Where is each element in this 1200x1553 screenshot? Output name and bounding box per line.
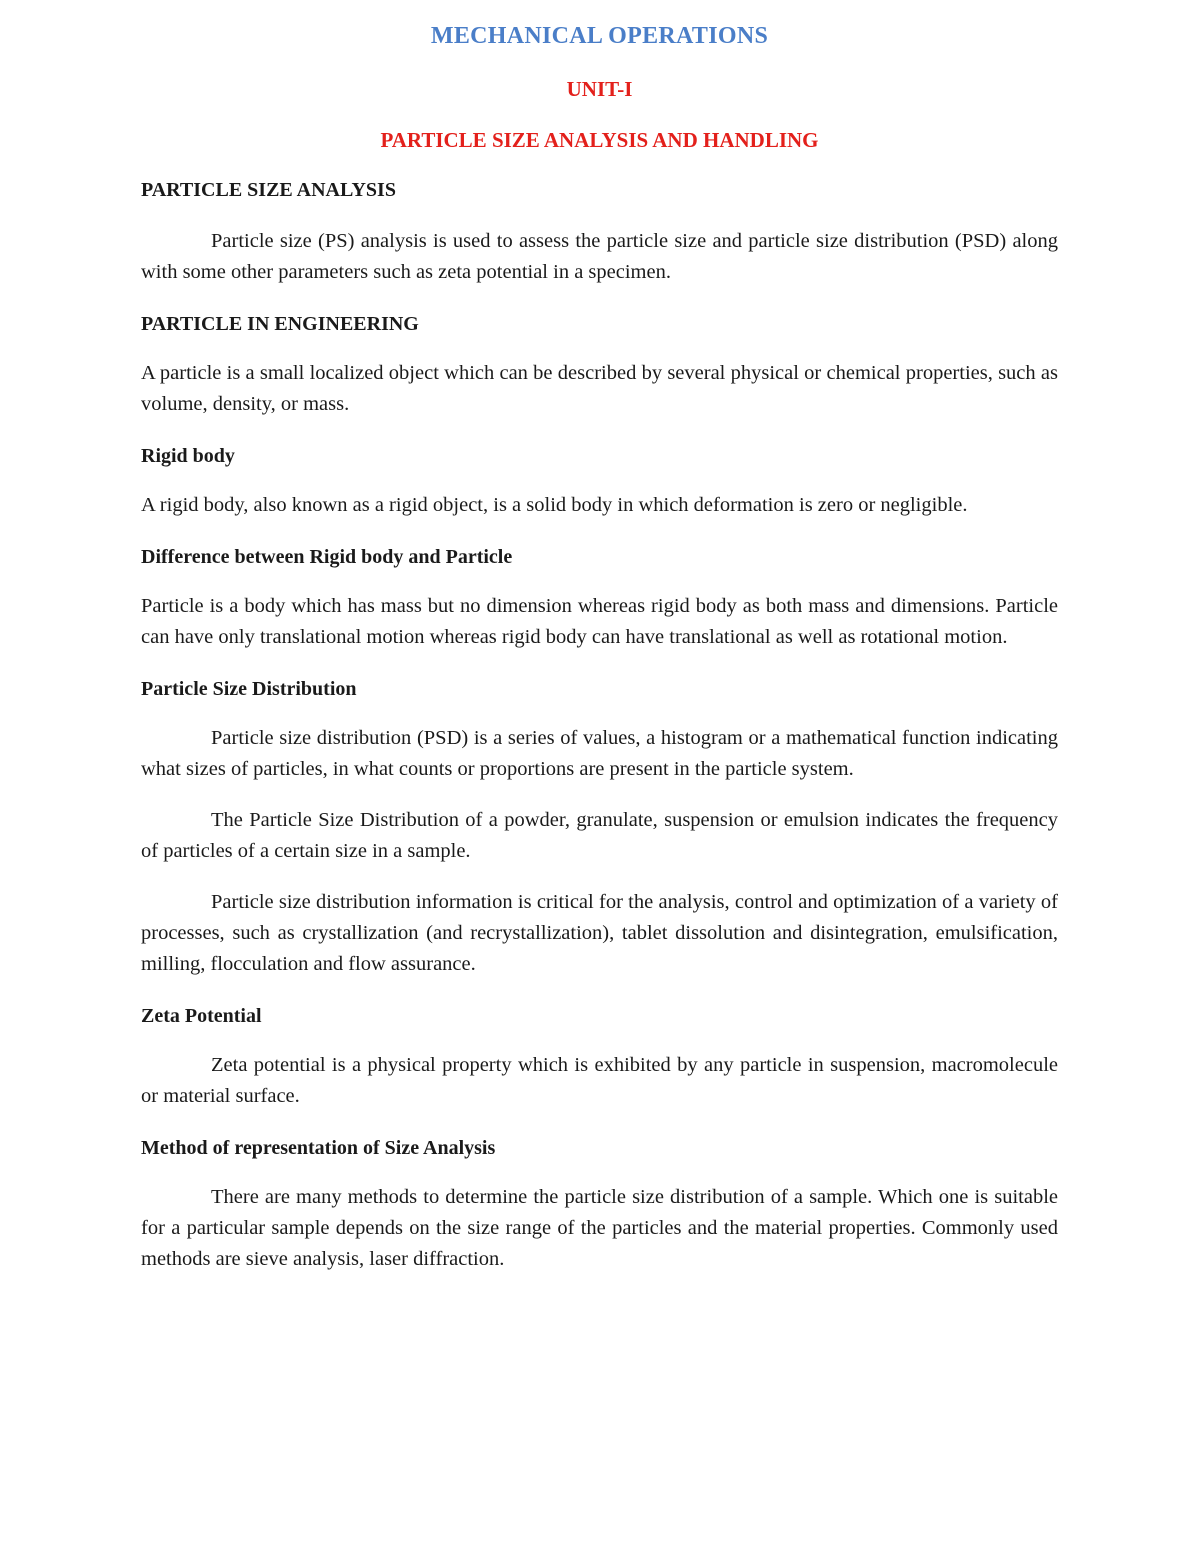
paragraph-rigid: A rigid body, also known as a rigid object, is a solid body in which deformation is zero or negligible. — [141, 494, 968, 516]
heading-psd: Particle Size Distribution — [141, 678, 357, 700]
document-title: MECHANICAL OPERATIONS — [430, 23, 769, 49]
paragraph-pie: A particle is a small localized object which can be described by several physical or chemical properties, such as volume, density, or mass. — [141, 362, 1058, 415]
paragraph-psd-3: Particle size distribution information is critical for the analysis, control and optimization of a variety of processes, such as crystallization (and recrystallization), tablet dissolution and disintegration, emulsification, milling, flocculation and flow assurance. — [141, 891, 1058, 975]
paragraph-zeta: Zeta potential is a physical property which is exhibited by any particle in suspension, macromolecule or material surface. — [141, 1054, 1058, 1107]
heading-method: Method of representation of Size Analysis — [141, 1137, 496, 1159]
paragraph-method: There are many methods to determine the particle size distribution of a sample. Which one is suitable for a particular sample depends on the size range of the particles and the material properties. Commonly used methods are sieve analysis, laser diffraction. — [141, 1186, 1058, 1270]
paragraph-difference: Particle is a body which has mass but no dimension whereas rigid body as both mass and dimensions. Particle can have only translational motion whereas rigid body can have translational as well as rotational motion. — [141, 595, 1058, 648]
document-page — [141, 20, 1058, 1275]
heading-particle-in-engineering: PARTICLE IN ENGINEERING — [141, 313, 419, 335]
paragraph-psd-1: Particle size distribution (PSD) is a series of values, a histogram or a mathematical function indicating what sizes of particles, in what counts or proportions are present in the particle system. — [141, 727, 1058, 780]
heading-particle-size-analysis: PARTICLE SIZE ANALYSIS — [141, 179, 396, 201]
heading-rigid-body: Rigid body — [141, 445, 235, 467]
heading-zeta-potential: Zeta Potential — [141, 1005, 262, 1027]
heading-difference: Difference between Rigid body and Particle — [141, 546, 513, 568]
document-subtitle: PARTICLE SIZE ANALYSIS AND HANDLING — [380, 128, 819, 152]
paragraph-psd-2: The Particle Size Distribution of a powder, granulate, suspension or emulsion indicates the frequency of particles of a certain size in a sample. — [141, 809, 1058, 862]
paragraph-psa: Particle size (PS) analysis is used to assess the particle size and particle size distribution (PSD) along with some other parameters such as zeta potential in a specimen. — [141, 230, 1058, 283]
unit-label: UNIT-I — [566, 77, 633, 101]
